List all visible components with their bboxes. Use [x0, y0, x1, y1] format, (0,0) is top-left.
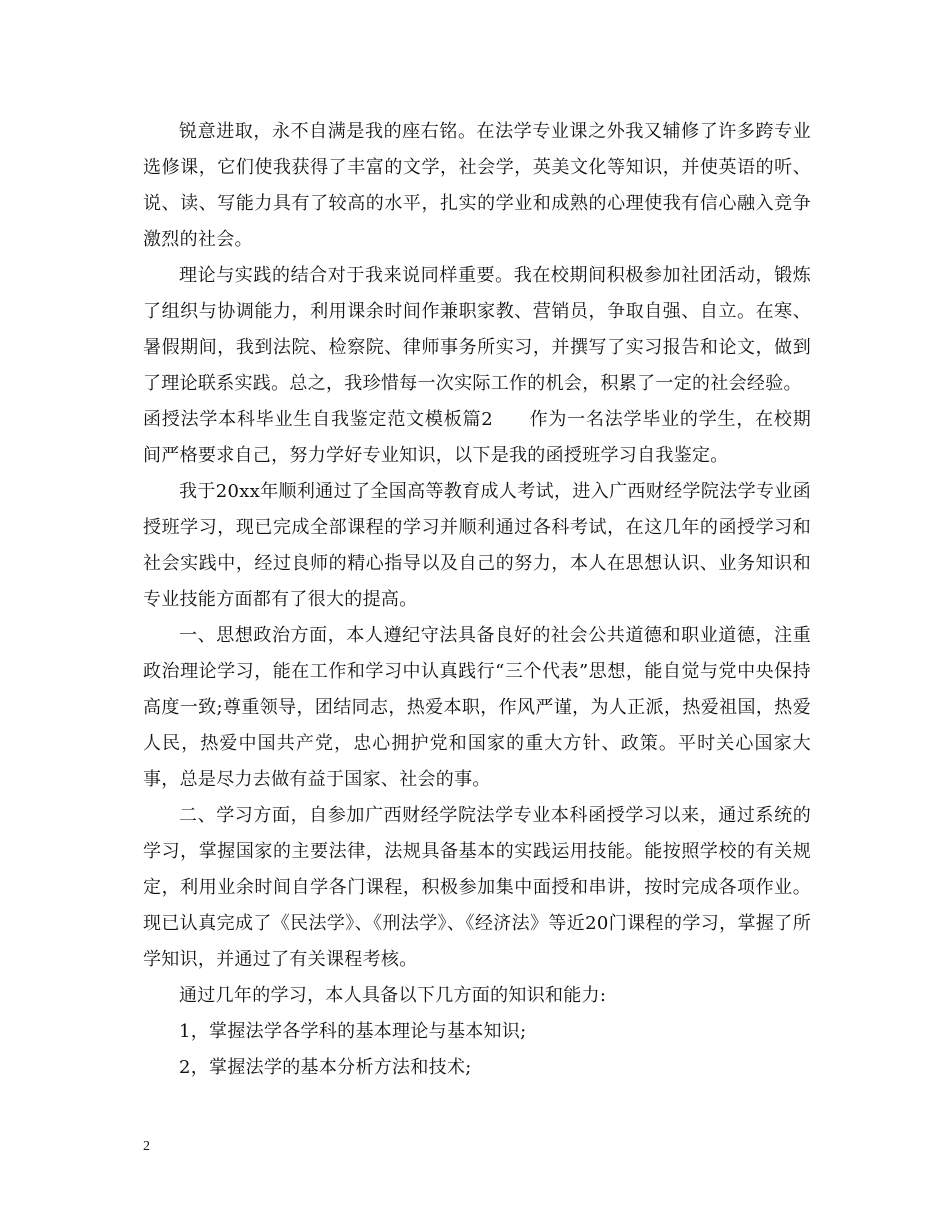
paragraph-admission: 我于20xx年顺利通过了全国高等教育成人考试，进入广西财经学院法学专业函授班学习，现已完成全部课程的学习并顺利通过各科考试，在这几年的函授学习和社会实践中，经过良师的精心指导以及自己的努力，本人在思想认识、业务知识和专业技能方面都有了很大的提高。 — [143, 481, 811, 610]
document-body — [143, 114, 811, 1086]
list-item-1: 1，掌握法学各学科的基本理论与基本知识; — [179, 1021, 527, 1042]
section-heading-line — [143, 402, 811, 474]
section-title: 函授法学本科毕业生自我鉴定范文模板篇2 — [143, 409, 494, 430]
page-number: 2 — [143, 1139, 150, 1154]
paragraph-motto: 锐意进取，永不自满是我的座右铭。在法学专业课之外我又辅修了许多跨专业选修课，它们使我获得了丰富的文学，社会学，英美文化等知识，并使英语的听、说、读、写能力具有了较高的水平，扎实的学业和成熟的心理使我有信心融入竞争激烈的社会。 — [143, 121, 811, 250]
section-intro: 作为一名法学毕业的学生，在校期间严格要求自己，努力学好专业知识，以下是我的函授班学习自我鉴定。 — [143, 409, 812, 466]
paragraph-abilities-intro: 通过几年的学习，本人具备以下几方面的知识和能力: — [179, 985, 607, 1006]
paragraph-political: 一、思想政治方面，本人遵纪守法具备良好的社会公共道德和职业道德，注重政治理论学习，能在工作和学习中认真践行“三个代表”思想，能自觉与党中央保持高度一致;尊重领导，团结同志，热爱本职，作风严谨，为人正派，热爱祖国，热爱人民，热爱中国共产党，忠心拥护党和国家的重大方针、政策。平时关心国家大事，总是尽力去做有益于国家、社会的事。 — [143, 625, 811, 790]
paragraph-practice: 理论与实践的结合对于我来说同样重要。我在校期间积极参加社团活动，锻炼了组织与协调能力，利用课余时间作兼职家教、营销员，争取自强、自立。在寒、暑假期间，我到法院、检察院、律师事务所实习，并撰写了实习报告和论文，做到了理论联系实践。总之，我珍惜每一次实际工作的机会，积累了一定的社会经验。 — [143, 265, 811, 394]
paragraph-study: 二、学习方面，自参加广西财经学院法学专业本科函授学习以来，通过系统的学习，掌握国家的主要法律，法规具备基本的实践运用技能。能按照学校的有关规定，利用业余时间自学各门课程，积极参加集中面授和串讲，按时完成各项作业。现已认真完成了《民法学》、《刑法学》、《经济法》等近20门课程的学习，掌握了所学知识，并通过了有关课程考核。 — [143, 805, 811, 970]
list-item-2: 2，掌握法学的基本分析方法和技术; — [179, 1057, 472, 1078]
